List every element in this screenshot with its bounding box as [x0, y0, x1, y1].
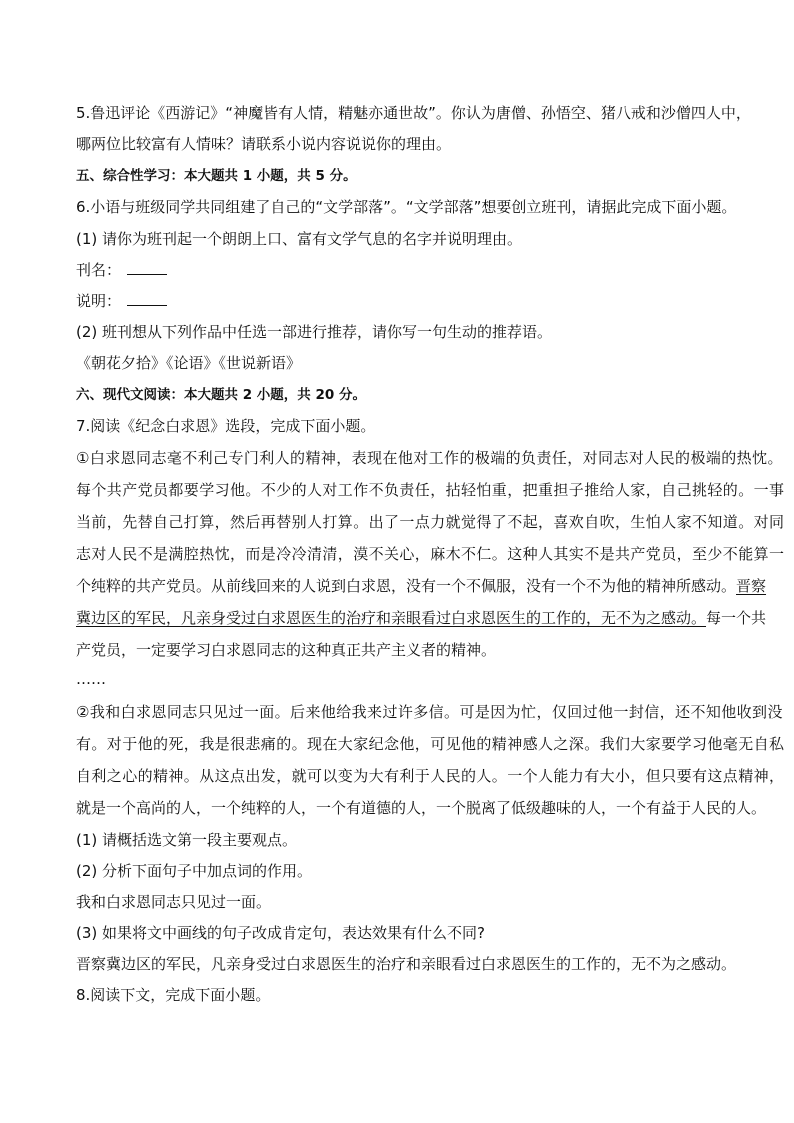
q5-line-2: 哪两位比较富有人情味？请联系小说内容说说你的理由。	[76, 135, 452, 153]
q7-p1-line-5	[76, 575, 767, 597]
q6-sub1: (1) 请你为班刊起一个朗朗上口、富有文学气息的名字并说明理由。	[76, 230, 523, 248]
q7-sub2-sentence: 我和白求恩同志只见过一面。	[76, 893, 272, 911]
q6-works: 《朝花夕拾》《论语》《世说新语》	[76, 354, 302, 372]
q5-line-1: 5.鲁迅评论《西游记》“神魔皆有人情，精魅亦通世故”。你认为唐僧、孙悟空、猪八戒和沙僧四人中，	[76, 104, 751, 122]
q6-reason-label: 说明：	[76, 292, 122, 310]
q7-p1-line-2: 每个共产党员都要学习他。不少的人对工作不负责任，拈轻怕重，把重担子推给人家，自己挑轻的。一事	[76, 481, 785, 499]
section-6-heading: 六、现代文阅读：本大题共 2 小题，共 20 分。	[76, 387, 366, 403]
q7-p1-line-6-text: 每一个共	[706, 609, 767, 627]
q7-p1-line-6	[76, 607, 767, 629]
q7-p2-line-4: 就是一个高尚的人，一个纯粹的人，一个有道德的人，一个脱离了低级趣味的人，一个有益于人民的人。	[76, 799, 767, 817]
q7-p1-line-7: 产党员，一定要学习白求恩同志的这种真正共产主义者的精神。	[76, 641, 497, 659]
q7-underlined-sentence: 冀边区的军民，凡亲身受过白求恩医生的治疗和亲眼看过白求恩医生的工作的，无不为之感动。	[76, 609, 707, 627]
q7-p1-line-5-underlined: 晋察	[736, 577, 767, 595]
q7-sub2: (2) 分析下面句子中加点词的作用。	[76, 862, 313, 880]
q6-name-label: 刊名：	[76, 261, 122, 279]
q7-sub3-sentence: 晋察冀边区的军民，凡亲身受过白求恩医生的治疗和亲眼看过白求恩医生的工作的，无不为之感动。	[76, 955, 737, 973]
q7-p1-line-5-text: 个纯粹的共产党员。从前线回来的人说到白求恩，没有一个不佩服，没有一个不为他的精神所感动。	[76, 577, 737, 595]
q6-sub2: (2) 班刊想从下列作品中任选一部进行推荐，请你写一句生动的推荐语。	[76, 323, 553, 341]
q7-p1-line-1: ①白求恩同志毫不利己专门利人的精神，表现在他对工作的极端的负责任，对同志对人民的极端的热忱。	[76, 449, 783, 467]
q7-intro: 7.阅读《纪念白求恩》选段，完成下面小题。	[76, 417, 376, 435]
q7-p2-line-1: ②我和白求恩同志只见过一面。后来他给我来过许多信。可是因为忙，仅回过他一封信，还不知他收到没	[76, 703, 783, 721]
q6-name-row	[76, 259, 726, 281]
q6-intro: 6.小语与班级同学共同组建了自己的“文学部落”。“文学部落”想要创立班刊，请据此完成下面小题。	[76, 198, 737, 216]
q7-p1-line-3: 当前，先替自己打算，然后再替别人打算。出了一点力就觉得了不起，喜欢自吹，生怕人家不知道。对同	[76, 513, 785, 531]
q7-p1-line-4: 志对人民不是满腔热忱，而是冷冷清清，漠不关心，麻木不仁。这种人其实不是共产党员，至少不能算一	[76, 545, 785, 563]
q6-name-blank[interactable]	[127, 260, 167, 275]
q6-reason-row	[76, 290, 726, 312]
q7-sub3: (3) 如果将文中画线的句子改成肯定句，表达效果有什么不同?	[76, 924, 485, 942]
q7-sub1: (1) 请概括选文第一段主要观点。	[76, 831, 298, 849]
q6-reason-blank[interactable]	[127, 291, 167, 306]
q7-p2-line-2: 有。对于他的死，我是很悲痛的。现在大家纪念他，可见他的精神感人之深。我们大家要学习他毫无自私	[76, 735, 785, 753]
q8-intro: 8.阅读下文，完成下面小题。	[76, 986, 271, 1004]
section-5-heading: 五、综合性学习：本大题共 1 小题，共 5 分。	[76, 168, 357, 184]
q7-p2-line-3: 自利之心的精神。从这点出发，就可以变为大有利于人民的人。一个人能力有大小，但只要有这点精神，	[76, 767, 785, 785]
q7-ellipsis: ……	[76, 670, 106, 688]
